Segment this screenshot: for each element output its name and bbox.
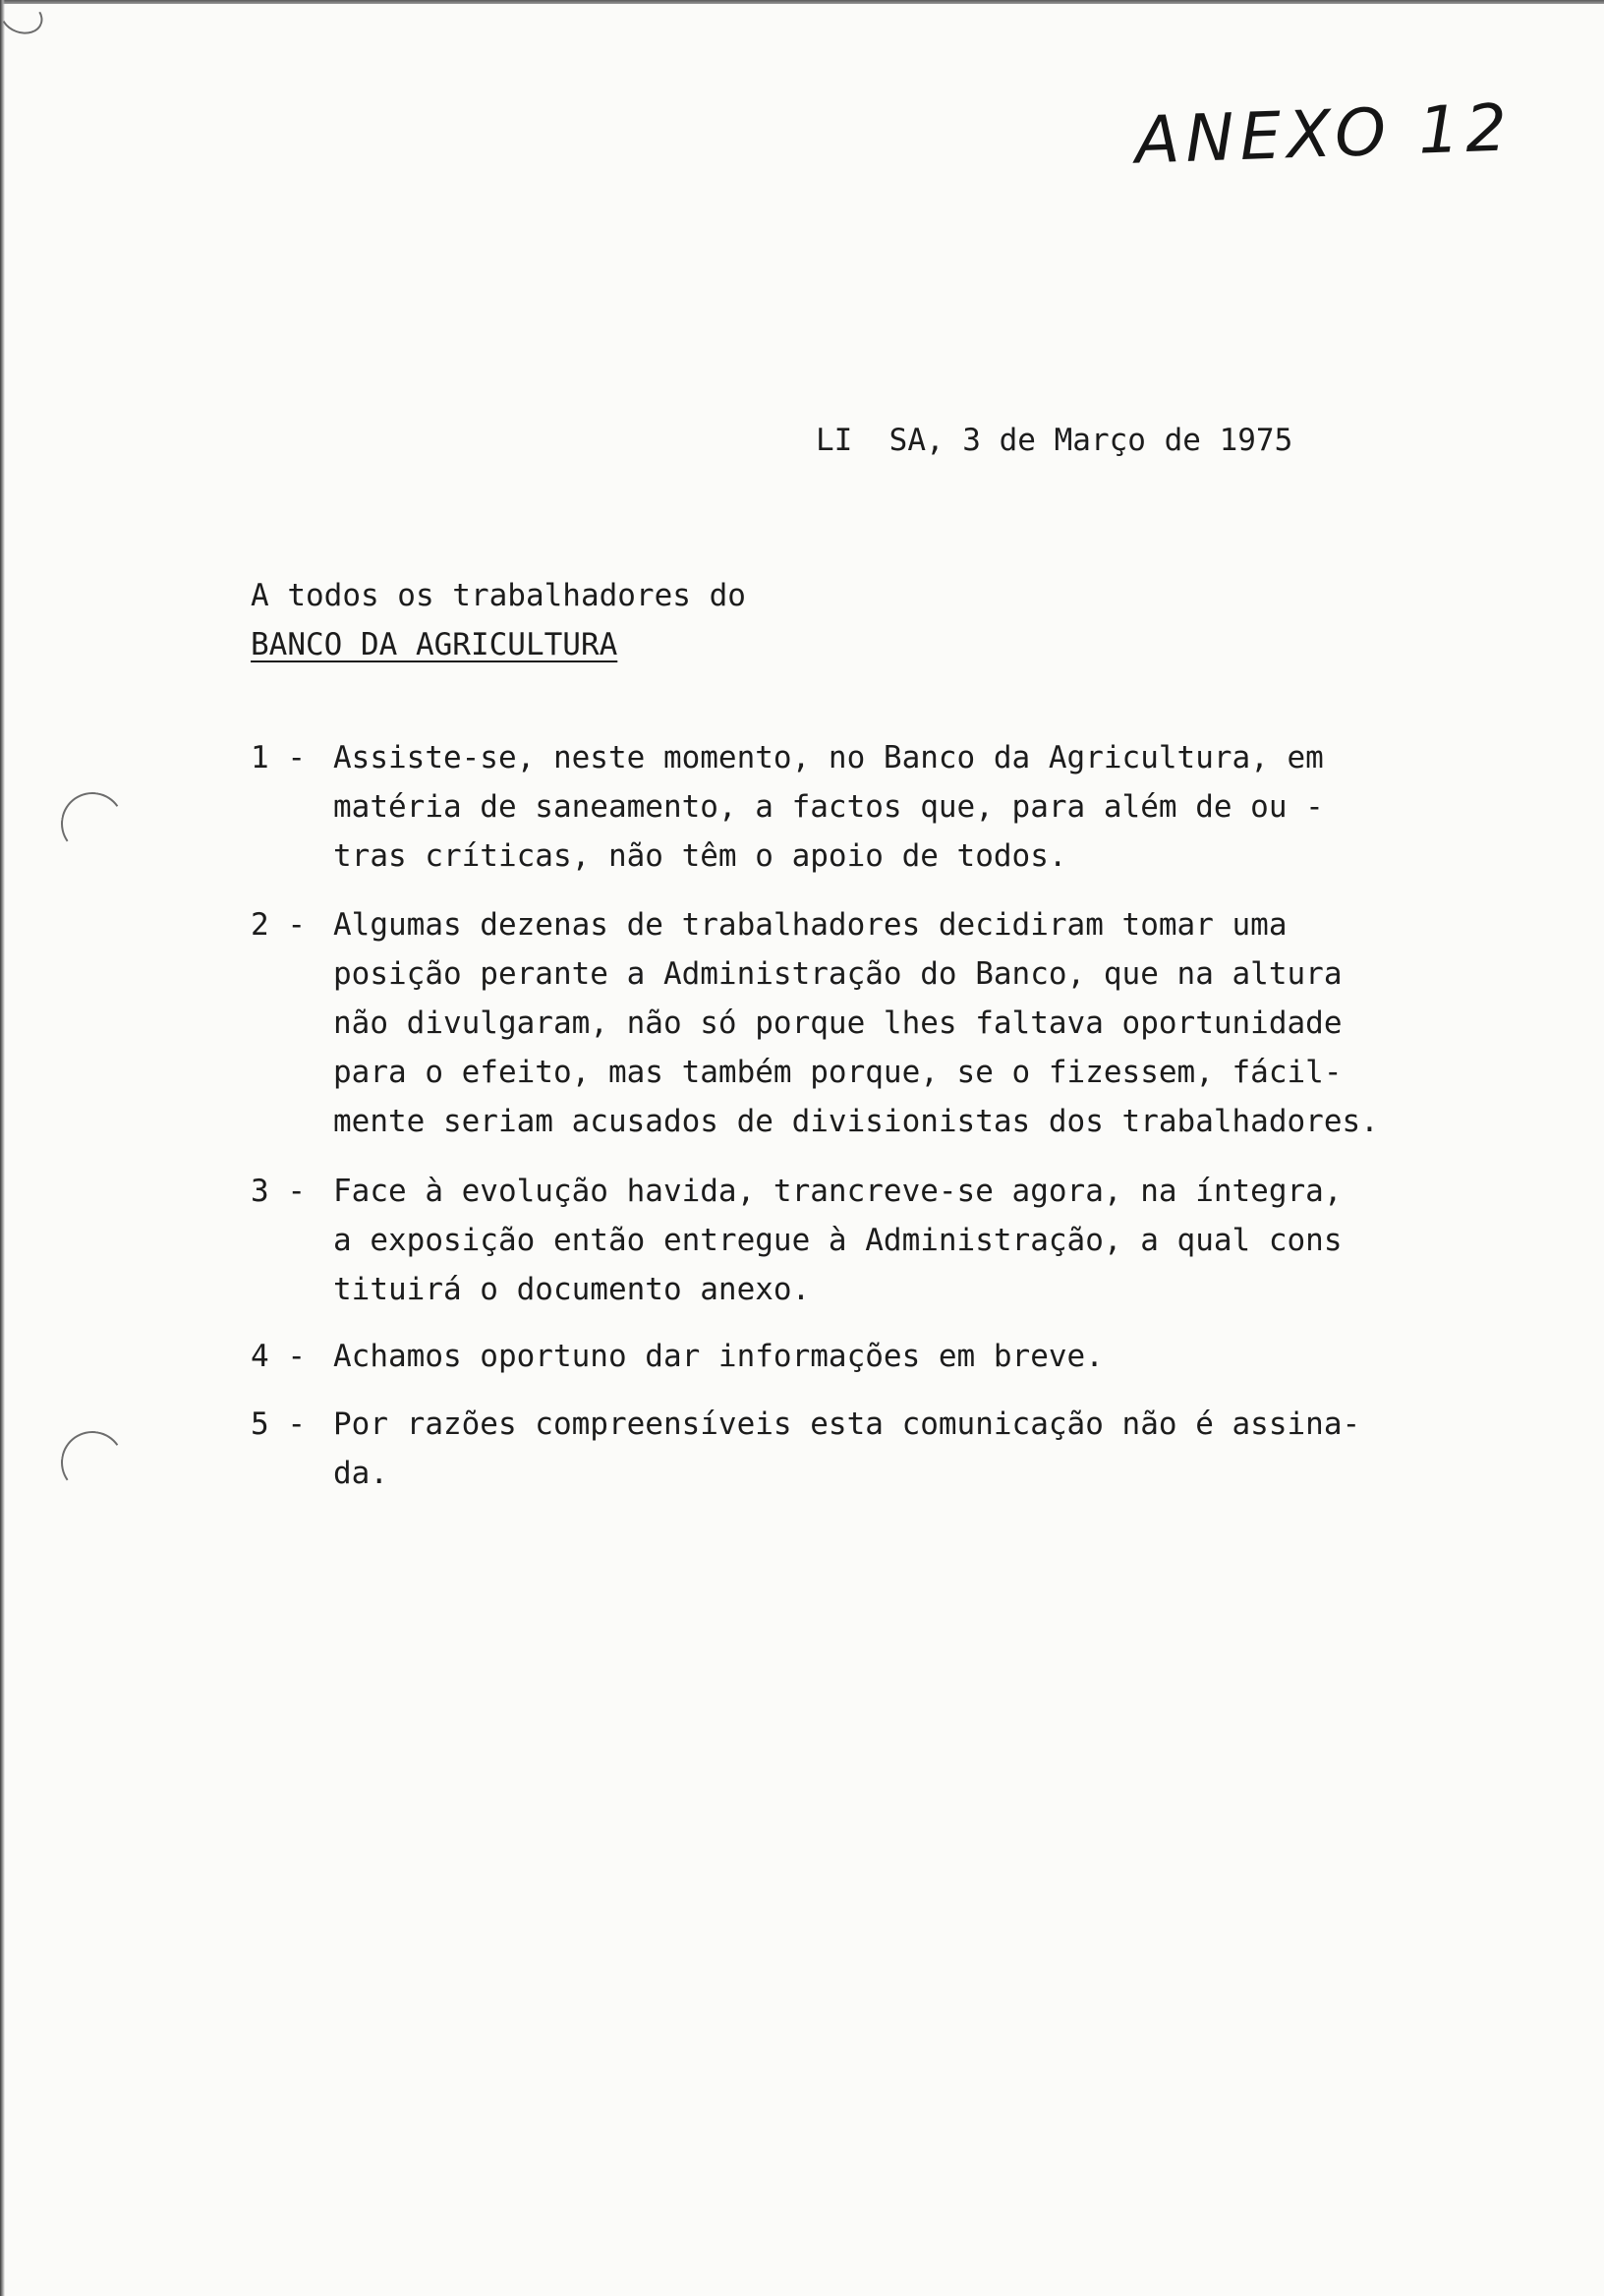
- item-line: posição perante a Administração do Banco, que na altura: [333, 956, 1343, 992]
- item-line: Face à evolução havida, trancreve-se agora, na íntegra,: [333, 1174, 1343, 1209]
- item-line: Algumas dezenas de trabalhadores decidiram tomar uma: [333, 907, 1288, 943]
- item-line: a exposição então entregue à Administração, a qual cons: [333, 1223, 1343, 1258]
- item-text: [333, 733, 1324, 881]
- item-number: 2 -: [251, 907, 306, 943]
- scan-artifact: [0, 0, 47, 39]
- item-line: Por razões compreensíveis esta comunicação não é assina-: [333, 1406, 1361, 1442]
- item-number: 3 -: [251, 1174, 306, 1209]
- item-line: Assiste-se, neste momento, no Banco da Agricultura, em: [333, 740, 1324, 775]
- item-text: [333, 1167, 1343, 1314]
- item-line: mente seriam acusados de divisionistas dos trabalhadores.: [333, 1104, 1379, 1139]
- date-line: LI SA, 3 de Março de 1975: [816, 423, 1293, 458]
- item-line: tras críticas, não têm o apoio de todos.: [333, 838, 1067, 874]
- item-line: Achamos oportuno dar informações em breve.: [333, 1339, 1104, 1374]
- item-text: [333, 1400, 1360, 1498]
- item-line: para o efeito, mas também porque, se o fizessem, fácil-: [333, 1055, 1343, 1090]
- scan-artifact: [56, 1426, 129, 1499]
- item-line: não divulgaram, não só porque lhes faltava oportunidade: [333, 1005, 1343, 1041]
- item-line: tituirá o documento anexo.: [333, 1272, 811, 1307]
- annex-label: ANEXO 12: [1133, 89, 1515, 179]
- item-number: 1 -: [251, 740, 306, 775]
- item-text: [333, 900, 1379, 1146]
- item-line: matéria de saneamento, a factos que, para além de ou -: [333, 789, 1324, 825]
- scan-edge-left: [0, 0, 5, 2296]
- item-text: [333, 1332, 1104, 1381]
- item-number: 4 -: [251, 1339, 306, 1374]
- scan-edge-top: [0, 0, 1604, 4]
- addressee-line-2: BANCO DA AGRICULTURA: [251, 627, 618, 662]
- addressee-line-1: A todos os trabalhadores do: [251, 578, 746, 613]
- item-number: 5 -: [251, 1406, 306, 1442]
- scan-artifact: [56, 787, 129, 860]
- item-line: da.: [333, 1456, 388, 1491]
